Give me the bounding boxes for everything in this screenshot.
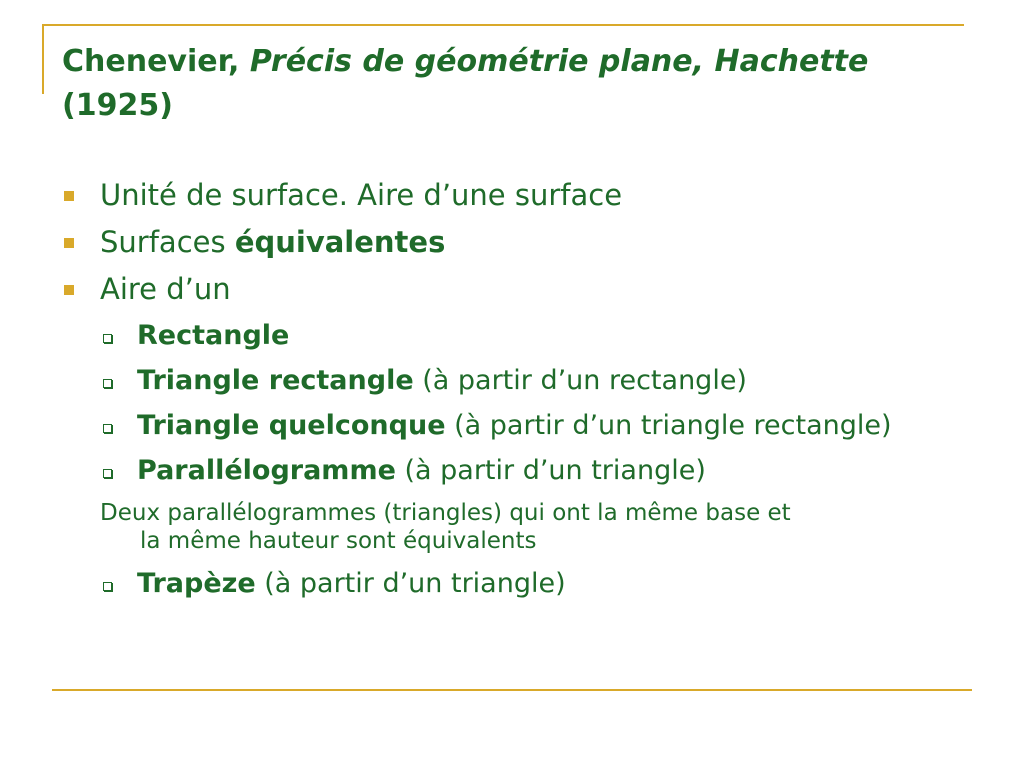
title-author: Chenevier, [62, 44, 250, 79]
sub-bullet-text: (à partir d’un triangle rectangle) [445, 410, 892, 441]
frame-bottom-line [52, 689, 972, 691]
bullet-text: Unité de surface. Aire d’une surface [100, 178, 623, 212]
hollow-square-bullet-icon [103, 334, 112, 343]
sub-bullet-bold-text: Triangle rectangle [137, 365, 414, 396]
sub-bullet-text: (à partir d’un triangle) [395, 455, 706, 486]
note-line-2: la même hauteur sont équivalents [140, 528, 537, 554]
hollow-square-bullet-icon [103, 469, 112, 478]
title-book: Précis de géométrie plane, Hachette [249, 44, 869, 79]
note-line-1: Deux parallélogrammes (triangles) qui ont la même base et [100, 500, 791, 526]
sub-bullet-bold-text: Parallélogramme [137, 455, 396, 486]
square-bullet-icon [64, 238, 74, 248]
square-bullet-icon [64, 285, 74, 295]
sub-bullet-bold-text: Rectangle [137, 320, 290, 351]
hollow-square-bullet-icon [103, 424, 112, 433]
sub-bullet-bold-text: Triangle quelconque [137, 410, 446, 441]
sub-bullet-item [62, 319, 962, 352]
sub-bullet-item [62, 567, 962, 600]
sub-bullet-item [62, 364, 962, 397]
note-text [62, 499, 962, 555]
square-bullet-icon [64, 191, 74, 201]
bullet-text: Surfaces [100, 225, 235, 259]
title-year: (1925) [62, 88, 173, 123]
bullet-item [62, 272, 962, 306]
sub-bullet-text: (à partir d’un triangle) [255, 568, 566, 599]
slide-content [62, 178, 962, 612]
sub-bullet-bold-text: Trapèze [137, 568, 256, 599]
bullet-bold-text: équivalentes [234, 225, 446, 259]
frame-left-line [42, 24, 44, 94]
sub-bullet-item [62, 409, 962, 442]
sub-bullet-text: (à partir d’un rectangle) [413, 365, 747, 396]
frame-top-line [42, 24, 964, 26]
hollow-square-bullet-icon [103, 582, 112, 591]
hollow-square-bullet-icon [103, 379, 112, 388]
bullet-item [62, 225, 962, 259]
sub-bullet-item [62, 454, 962, 487]
slide-title [62, 40, 942, 128]
bullet-item [62, 178, 962, 212]
bullet-text: Aire d’un [100, 272, 231, 306]
